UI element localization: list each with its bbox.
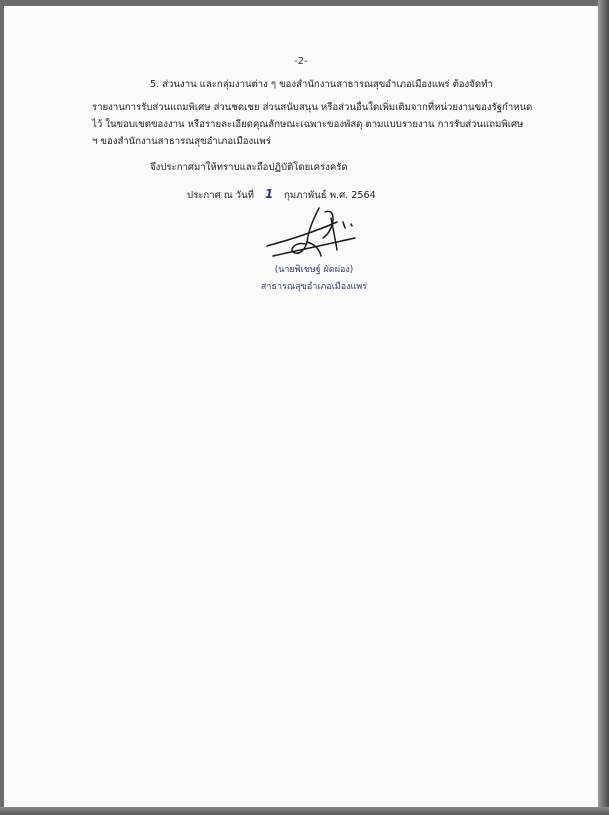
page-number: -2- xyxy=(294,56,308,67)
date-day: 1 xyxy=(264,187,274,201)
paragraph-5-line-1: 5. ส่วนงาน และกลุ่มงานต่าง ๆ ของสำนักงานสาธารณสุขอำเภอเมืองแพร่ ต้องจัดทำ xyxy=(150,79,493,90)
paragraph-5-line-3: ไว้ ในขอบเขตของงาน หรือรายละเอียดคุณลักษณะเฉพาะของพัสดุ ตามแบบรายงาน การรับส่วนแถมพิเศษ xyxy=(92,119,524,130)
paragraph-5-line-4: ฯ ของสำนักงานสาธารณสุขอำเภอเมืองแพร่ xyxy=(92,136,271,147)
signer-name: (นายพิเชษฐ์ ผัดผ่อง) xyxy=(274,265,354,275)
date-rest: กุมภาพันธ์ พ.ศ. 2564 xyxy=(284,190,376,201)
date-prefix: ประกาศ ณ วันที่ xyxy=(187,190,254,201)
document-page xyxy=(4,6,598,807)
signer-title: สาธารณสุขอำเภอเมืองแพร่ xyxy=(260,282,368,292)
scanner-edge-right xyxy=(598,0,609,815)
scanner-edge-bottom xyxy=(0,807,609,815)
date-line xyxy=(187,186,609,205)
paragraph-5-line-2: รายงานการรับส่วนแถมพิเศษ ส่วนชดเชย ส่วนสนับสนุน หรือส่วนอื่นใดเพิ่มเติมจากที่หน่วยงานของรัฐกำหนด xyxy=(92,102,533,113)
handwritten-signature xyxy=(259,198,369,270)
announcement-line: จึงประกาศมาให้ทราบและถือปฏิบัติโดยเคร่งครัด xyxy=(150,162,348,173)
